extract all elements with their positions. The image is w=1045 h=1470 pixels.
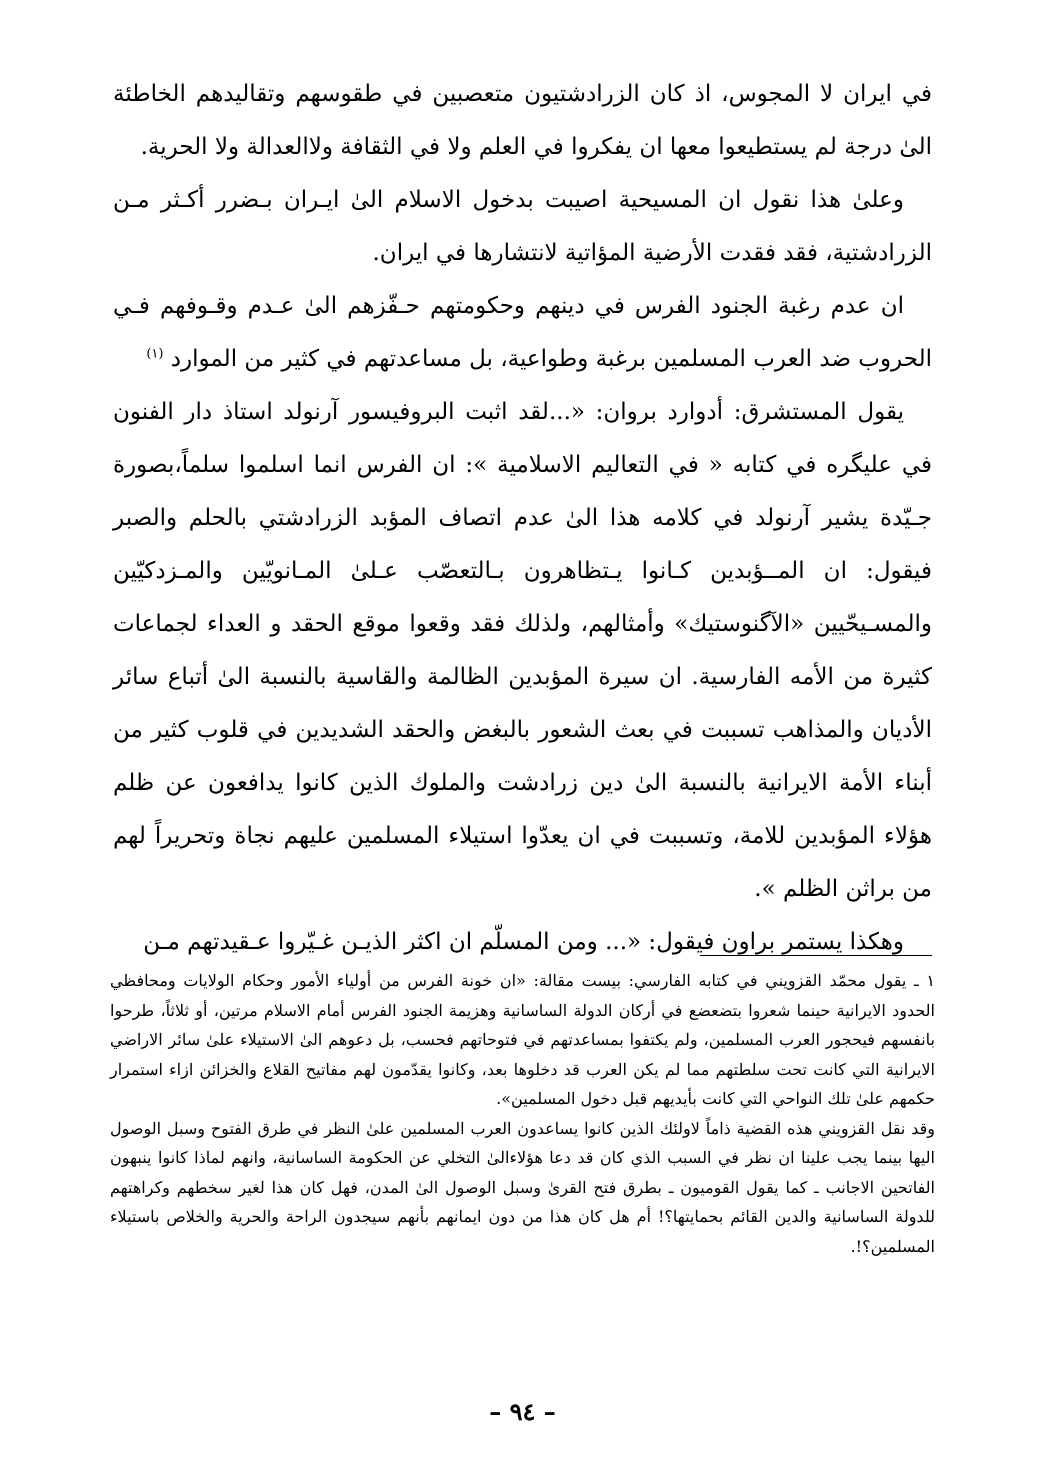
paragraph-1: في ايران لا المجوس، اذ كان الزرادشتيون متعصبين في طقوسهم وتقاليدهم الخاطئة الىٰ درجة لم يستطيعوا معها ان يفكروا في العلم ولا في الثقافة ولاالعدالة ولا الحرية. [113, 81, 932, 160]
paragraph-2: وعلىٰ هذا نقول ان المسيحية اصيبت بدخول الاسلام الىٰ ايـران بـضرر أكـثر مـن الزرادشتية، فقد فقدت الأرضية المؤاتية لانتشارها في ايران. [113, 187, 932, 266]
footnote-reference[interactable]: (١) [146, 346, 164, 362]
paragraph-4: يقول المستشرق: أدوارد بروان: «...لقد اثبت البروفيسور آرنولد استاذ دار الفنون في عليگره في كتابه « في التعاليم الاسلامية »: ان الفرس انما اسلموا سلماً،بصورة جـيّدة يشير آرنولد في كلامه هذا الىٰ عدم اتصاف المؤبد الزرادشتي بالحلم والصبر فيقول: ان المــؤبدين كـانوا يـتظاهرون بـالتعصّب عـلىٰ المـانويّين والمـزدكيّين والمسـيحّيين «الآگنوستيك» وأمثالهم، ولذلك فقد وقعوا موقع الحقد و العداء لجماعات كثيرة من الأمه الفارسية. ان سيرة المؤبدين الظالمة والقاسية بالنسبة الىٰ أتباع سائر الأديان والمذاهب تسببت في بعث الشعور بالبغض والحقد الشديدين في قلوب كثير من أبناء الأمة الايرانية بالنسبة الىٰ دين زرادشت والملوك الذين كانوا يدافعون عن ظلم هؤلاء المؤبدين للامة، وتسببت في ان يعدّوا استيلاء المسلمين عليهم نجاة وتحريراً لهم من براثن الظلم ». [113, 399, 932, 902]
footnotes [110, 966, 935, 1261]
page-number: – ٩٤ – [489, 1397, 556, 1426]
paragraph-5: وهكذا يستمر براون فيقول: «... ومن المسلّم ان اكثر الذيـن غـيّروا عـقيدتهم مـن [143, 929, 904, 955]
paragraph-3 [113, 280, 932, 386]
footnote-divider [700, 955, 932, 956]
footnote-continuation: وقد نقل القزويني هذه القضية ذاماً لاولئك الذين كانوا يساعدون العرب المسلمين علىٰ النظر في طرق الفتوح وسبل الوصول اليها بينما يجب علينا ان نظر في السبب الذي كان قد دعا هؤلاءالىٰ التخلي عن الحكومة الساسانية، وانهم لماذا كانوا ينبهون الفاتحين الاجانب ـ كما يقول القوميون ـ بطرق فتح القرىٰ وسبل الوصول الىٰ المدن، فهل كان هذا لغير سخطهم وكراهتهم للدولة الساسانية والدين القائم بحمايتها؟! أم هل كان هذا من دون ايمانهم بأنهم سيجدون الراحة والحرية والخلاص باستيلاء المسلمين؟!. [110, 1118, 935, 1256]
footnote-1: ١ ـ يقول محمّد القزويني في كتابه الفارسي: بيست مقالة: «ان خونة الفرس من أولياء الأمور وحكام الولايات ومحافظي الحدود الايرانية حينما شعروا بتضعضع في أركان الدولة الساسانية وهزيمة الجنود الفرس أمام الاسلام مرتين، أو ثلاثاً، طرحوا بانفسهم فيحجور العرب المسلمين، ولم يكتفوا بمساعدتهم في فتوحاتهم فحسب، بل دعوهم الىٰ الاستيلاء علىٰ سائر الاراضي الايرانية التي كانت تحت سلطتهم مما لم يكن العرب قد دخلوها بعد، وكانوا يقدّمون لهم مفاتيح القلاع والخزائن ازاء استمرار حكمهم علىٰ تلك النواحي التي كانت بأيديهم قبل دخول المسلمين». [110, 971, 935, 1108]
main-text [113, 68, 932, 969]
paragraph-3-text: ان عدم رغبة الجنود الفرس في دينهم وحكومتهم حـفّزهم الىٰ عـدم وقـوفهم فـي الحروب ضد العرب المسلمين برغبة وطواعية، بل مساعدتهم في كثير من الموارد [113, 293, 932, 372]
